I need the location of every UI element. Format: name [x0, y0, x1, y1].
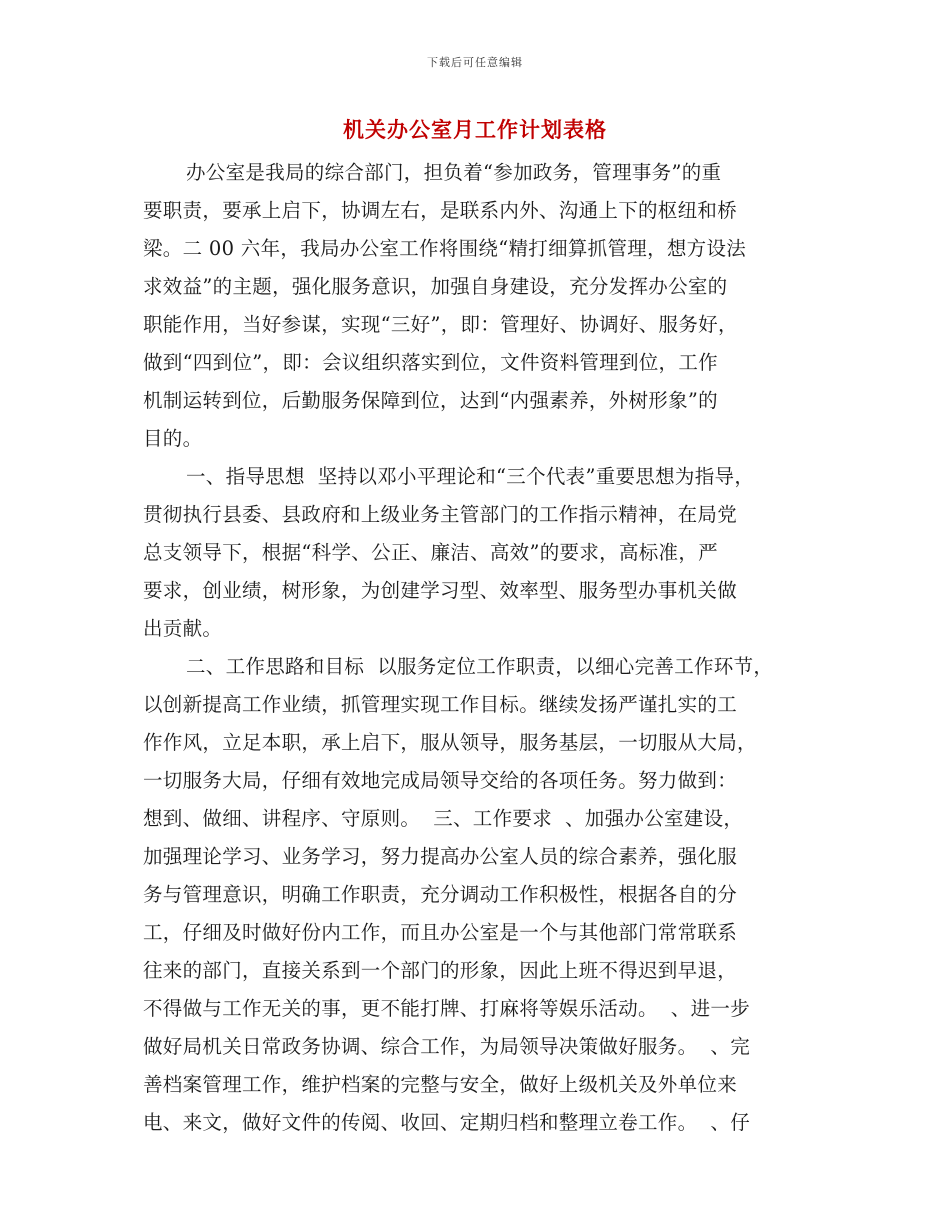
text-line: 一切服务大局，仔细有效地完成局领导交给的各项任务。努力做到：	[143, 769, 738, 792]
text-line: 二、工作思路和目标 以服务定位工作职责，以细心完善工作环节，	[186, 655, 774, 678]
text-line: 贯彻执行县委、县政府和上级业务主管部门的工作指示精神，在局党	[143, 503, 738, 526]
text-line: 做到“四到位”，即：会议组织落实到位，文件资料管理到位，工作	[143, 351, 718, 374]
text-line: 工，仔细及时做好份内工作，而且办公室是一个与其他部门常常联系	[143, 921, 738, 944]
text-line: 电、来文，做好文件的传阅、收回、定期归档和整理立卷工作。 、仔	[143, 1111, 750, 1134]
text-line: 求效益”的主题，强化服务意识，加强自身建设，充分发挥办公室的	[143, 275, 728, 298]
text-line: 务与管理意识，明确工作职责，充分调动工作积极性，根据各自的分	[143, 883, 738, 906]
text-line: 做好局机关日常政务协调、综合工作，为局领导决策做好服务。 、完	[143, 1035, 750, 1058]
text-line: 出贡献。	[143, 617, 223, 640]
text-line: 目的。	[143, 427, 203, 450]
text-line: 总支领导下，根据“科学、公正、廉洁、高效”的要求，高标准，严	[143, 541, 718, 564]
text-line: 一、指导思想 坚持以邓小平理论和“三个代表”重要思想为指导，	[186, 465, 755, 488]
text-line: 办公室是我局的综合部门，担负着“参加政务，管理事务”的重	[186, 161, 722, 184]
text-line: 职能作用，当好参谋，实现“三好”，即：管理好、协调好、服务好，	[143, 313, 738, 336]
text-line: 要职责，要承上启下，协调左右，是联系内外、沟通上下的枢纽和桥	[143, 199, 738, 222]
text-line: 梁。二 00 六年，我局办公室工作将围绕“精打细算抓管理，想方设法	[143, 237, 747, 260]
text-line: 想到、做细、讲程序、守原则。 三、工作要求 、加强办公室建设，	[143, 807, 744, 830]
page-title: 机关办公室月工作计划表格	[343, 117, 607, 142]
header-note: 下载后可任意编辑	[427, 56, 523, 69]
text-line: 往来的部门，直接关系到一个部门的形象，因此上班不得迟到早退，	[143, 959, 738, 982]
text-line: 善档案管理工作，维护档案的完整与安全，做好上级机关及外单位来	[143, 1073, 738, 1096]
text-line: 不得做与工作无关的事，更不能打牌、打麻将等娱乐活动。 、进一步	[143, 997, 750, 1020]
text-line: 要求，创业绩，树形象，为创建学习型、效率型、服务型办事机关做	[143, 579, 738, 602]
text-line: 以创新提高工作业绩，抓管理实现工作目标。继续发扬严谨扎实的工	[143, 693, 738, 716]
text-line: 作作风，立足本职，承上启下，服从领导，服务基层，一切服从大局，	[143, 731, 757, 754]
text-line: 加强理论学习、业务学习，努力提高办公室人员的综合素养，强化服	[143, 845, 738, 868]
text-line: 机制运转到位，后勤服务保障到位，达到“内强素养，外树形象”的	[143, 389, 718, 412]
